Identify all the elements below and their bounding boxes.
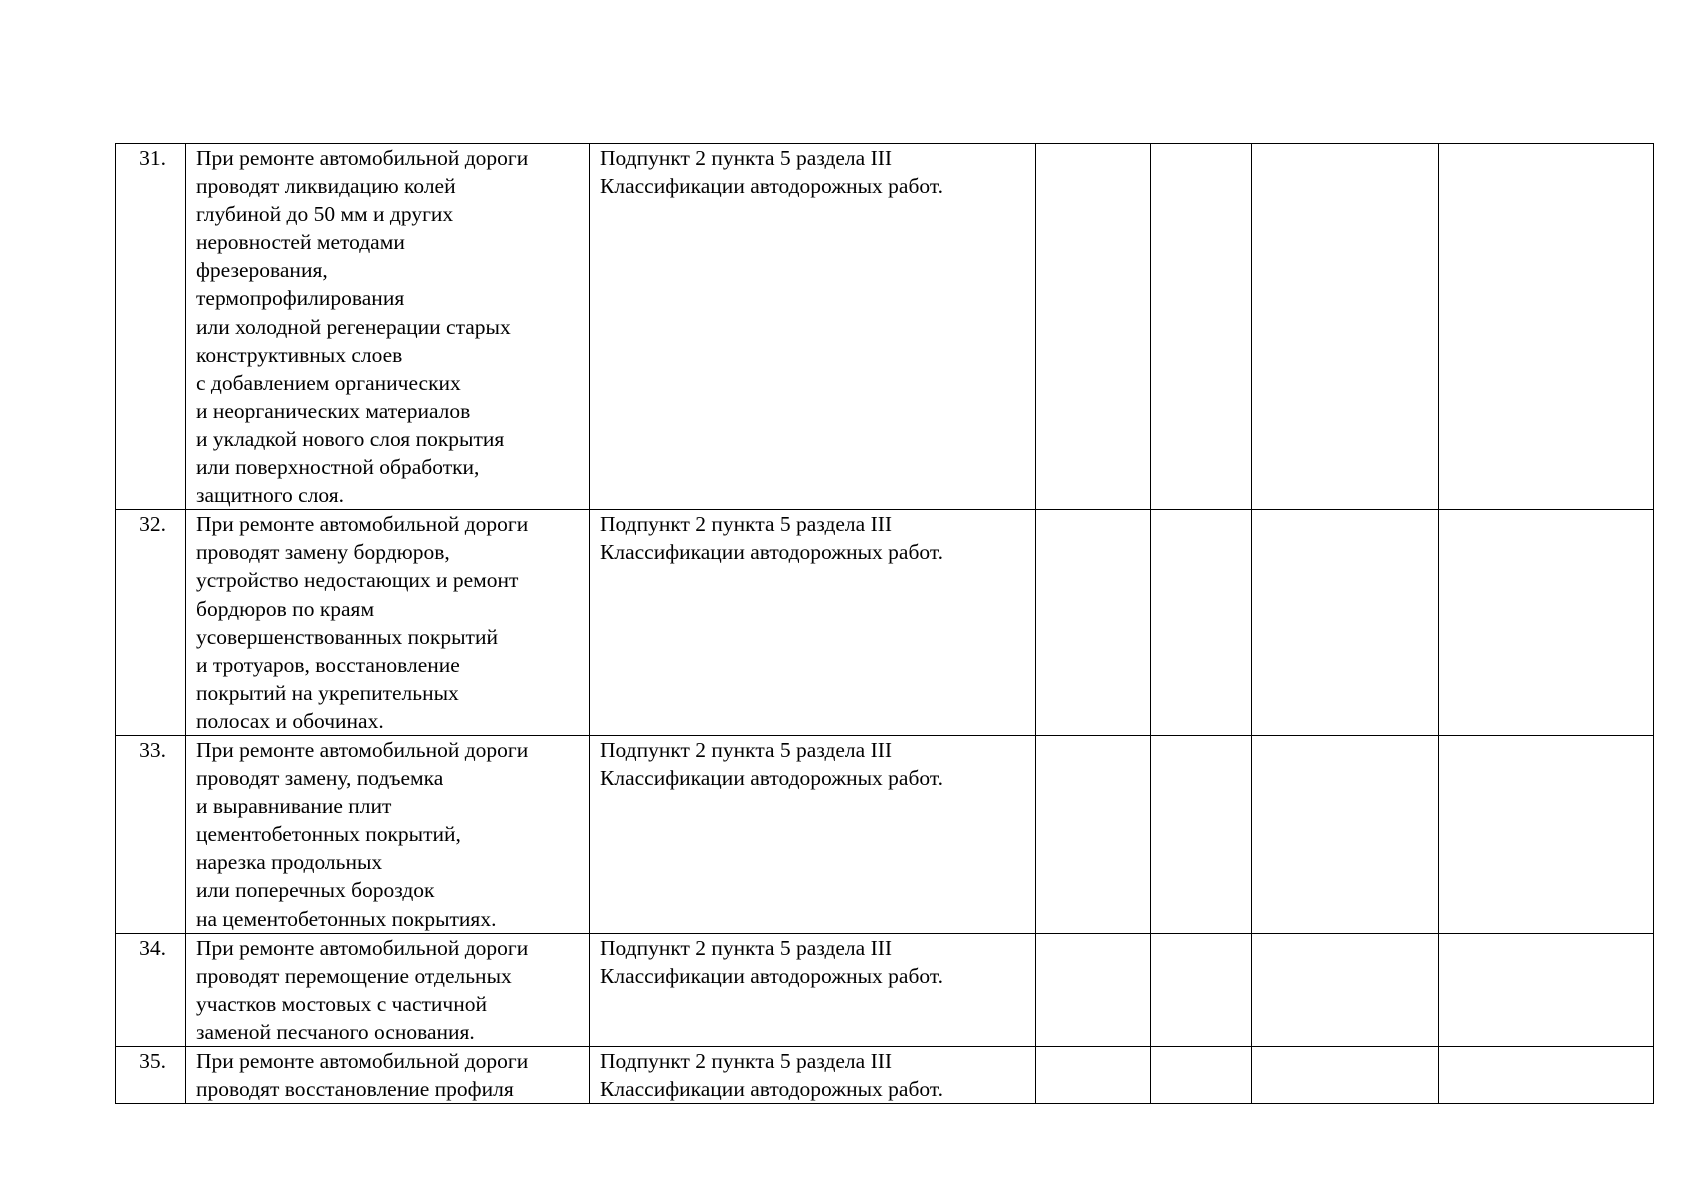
- requirement-text-line: устройство недостающих и ремонт: [196, 568, 519, 593]
- requirement-text-line: проводят замену, подъемка: [196, 766, 444, 791]
- answer-cell-no: [1151, 735, 1252, 933]
- reference-text-line: Классификации автодорожных работ.: [600, 963, 944, 988]
- requirement-text-line: усовершенствованных покрытий: [196, 624, 498, 649]
- requirement-text-line: При ремонте автомобильной дороги: [196, 737, 529, 762]
- row-number: 33.: [139, 737, 166, 762]
- reference-cell: [590, 144, 1036, 510]
- reference-text-line: Классификации автодорожных работ.: [600, 766, 944, 791]
- row-number-cell: [116, 510, 186, 736]
- answer-cell-not-applicable: [1252, 510, 1439, 736]
- requirement-text-line: защитного слоя.: [196, 483, 345, 508]
- reference-text-line: Классификации автодорожных работ.: [600, 540, 944, 565]
- row-number-cell: [116, 1047, 186, 1104]
- notes-cell: [1439, 510, 1654, 736]
- row-number-cell: [116, 735, 186, 933]
- reference-text-line: Подпункт 2 пункта 5 раздела III: [600, 935, 893, 960]
- requirement-cell: [186, 144, 590, 510]
- answer-cell-yes: [1036, 144, 1151, 510]
- requirement-text-line: бордюров по краям: [196, 596, 375, 621]
- requirement-text-line: При ремонте автомобильной дороги: [196, 935, 529, 960]
- reference-text-line: Подпункт 2 пункта 5 раздела III: [600, 1049, 893, 1073]
- answer-cell-yes: [1036, 1047, 1151, 1104]
- reference-text-line: Подпункт 2 пункта 5 раздела III: [600, 737, 893, 762]
- requirement-cell: [186, 933, 590, 1046]
- reference-text-line: Классификации автодорожных работ.: [600, 174, 944, 199]
- table-row: [116, 735, 1654, 933]
- requirement-text-line: полосах и обочинах.: [196, 708, 384, 733]
- answer-cell-no: [1151, 1047, 1252, 1104]
- requirement-cell: [186, 510, 590, 736]
- requirement-text-line: неровностей методами: [196, 230, 405, 255]
- requirement-text-line: на цементобетонных покрытиях.: [196, 906, 497, 931]
- answer-cell-yes: [1036, 510, 1151, 736]
- answer-cell-not-applicable: [1252, 933, 1439, 1046]
- table-row: [116, 144, 1654, 510]
- notes-cell: [1439, 735, 1654, 933]
- reference-cell: [590, 1047, 1036, 1104]
- reference-text-line: Классификации автодорожных работ.: [600, 1077, 944, 1102]
- requirement-text-line: При ремонте автомобильной дороги: [196, 146, 529, 170]
- answer-cell-not-applicable: [1252, 735, 1439, 933]
- answer-cell-not-applicable: [1252, 144, 1439, 510]
- requirement-text-line: проводят перемощение отдельных: [196, 963, 512, 988]
- reference-cell: [590, 933, 1036, 1046]
- requirement-text-line: проводят ликвидацию колей: [196, 174, 456, 199]
- requirement-text-line: проводят восстановление профиля: [196, 1077, 514, 1102]
- requirement-text-line: или поперечных бороздок: [196, 878, 435, 903]
- row-number: 34.: [139, 935, 166, 960]
- requirement-text-line: покрытий на укрепительных: [196, 680, 459, 705]
- notes-cell: [1439, 933, 1654, 1046]
- requirement-text-line: нарезка продольных: [196, 850, 383, 875]
- requirement-text-line: При ремонте автомобильной дороги: [196, 1049, 529, 1073]
- checklist-table: [115, 143, 1654, 1104]
- requirement-text-line: или поверхностной обработки,: [196, 455, 480, 480]
- answer-cell-no: [1151, 510, 1252, 736]
- table-row: [116, 933, 1654, 1046]
- requirement-text-line: и тротуаров, восстановление: [196, 652, 460, 677]
- requirement-text-line: термопрофилирования: [196, 286, 405, 311]
- table-row: [116, 510, 1654, 736]
- row-number-cell: [116, 144, 186, 510]
- reference-text-line: Подпункт 2 пункта 5 раздела III: [600, 512, 893, 537]
- notes-cell: [1439, 144, 1654, 510]
- answer-cell-yes: [1036, 933, 1151, 1046]
- requirement-text-line: с добавлением органических: [196, 370, 461, 395]
- requirement-text-line: и неорганических материалов: [196, 398, 471, 423]
- requirement-text-line: и укладкой нового слоя покрытия: [196, 426, 505, 451]
- table-row: [116, 1047, 1654, 1104]
- requirement-text-line: и выравнивание плит: [196, 794, 392, 819]
- requirement-text-line: фрезерования,: [196, 258, 328, 283]
- requirement-text-line: проводят замену бордюров,: [196, 540, 450, 565]
- answer-cell-not-applicable: [1252, 1047, 1439, 1104]
- requirement-text-line: цементобетонных покрытий,: [196, 822, 461, 847]
- row-number: 31.: [139, 146, 166, 170]
- answer-cell-no: [1151, 144, 1252, 510]
- row-number: 32.: [139, 512, 166, 537]
- requirement-text-line: участков мостовых с частичной: [196, 991, 487, 1016]
- requirement-cell: [186, 735, 590, 933]
- table-body: [116, 144, 1654, 1104]
- requirement-text-line: конструктивных слоев: [196, 342, 403, 367]
- answer-cell-no: [1151, 933, 1252, 1046]
- reference-cell: [590, 735, 1036, 933]
- requirement-cell: [186, 1047, 590, 1104]
- answer-cell-yes: [1036, 735, 1151, 933]
- requirement-text-line: глубиной до 50 мм и других: [196, 202, 454, 227]
- notes-cell: [1439, 1047, 1654, 1104]
- row-number: 35.: [139, 1049, 166, 1073]
- reference-cell: [590, 510, 1036, 736]
- requirement-text-line: заменой песчаного основания.: [196, 1019, 475, 1044]
- row-number-cell: [116, 933, 186, 1046]
- requirement-text-line: При ремонте автомобильной дороги: [196, 512, 529, 537]
- requirement-text-line: или холодной регенерации старых: [196, 314, 511, 339]
- reference-text-line: Подпункт 2 пункта 5 раздела III: [600, 146, 893, 170]
